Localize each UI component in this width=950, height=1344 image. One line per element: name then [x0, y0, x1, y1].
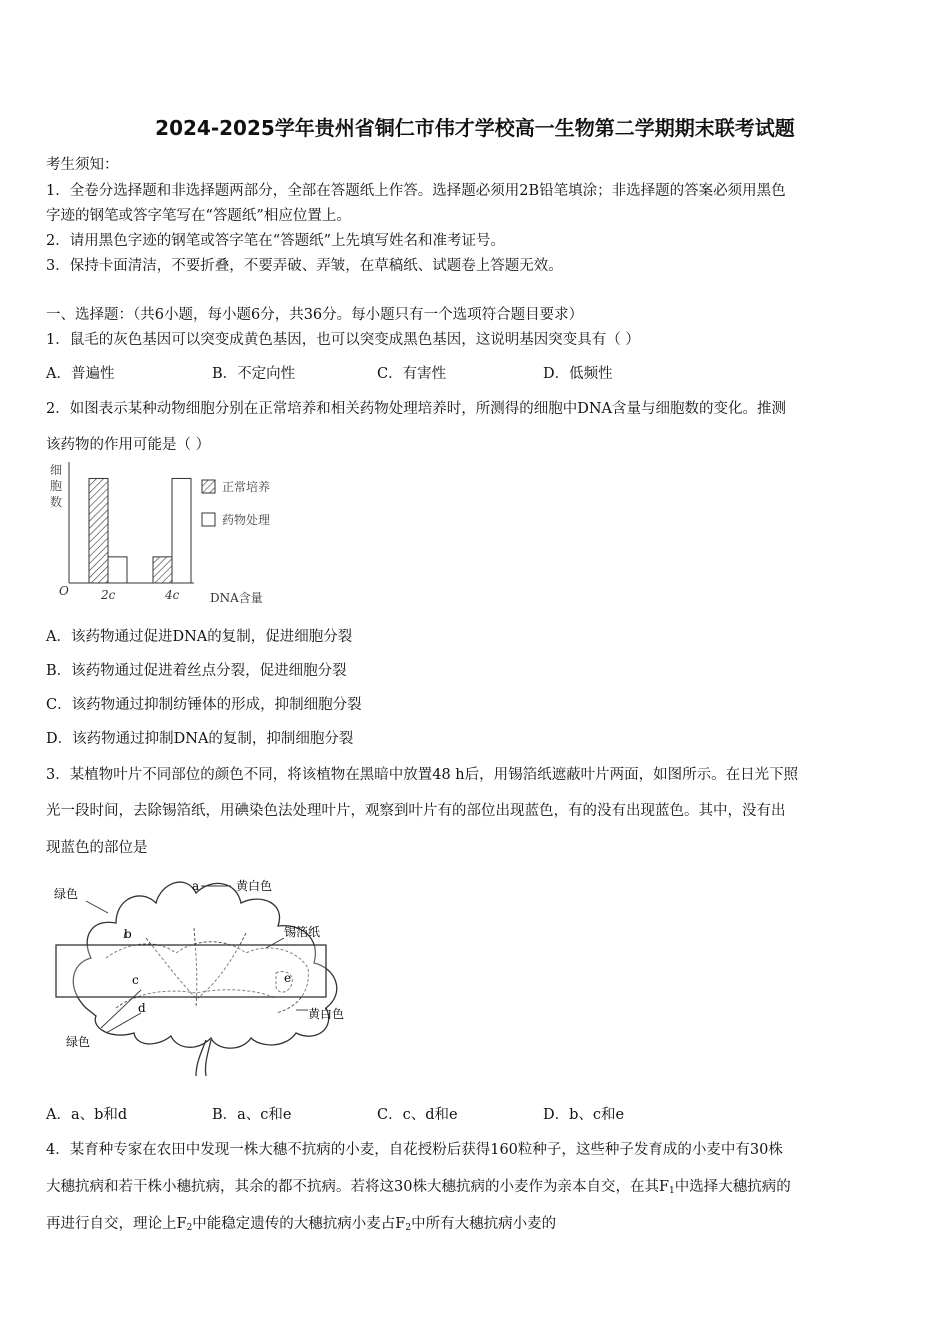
notice-item: 1．全卷分选择题和非选择题两部分，全部在答题纸上作答。选择题必须用2B铅笔填涂；非选择题的答案必须用黑色: [46, 183, 786, 199]
q4-stem-line3: 再进行自交，理论上$F_2$中能稳定遗传的大穗抗病小麦占$F_2$中所有大穗抗病小麦的: [46, 1216, 557, 1233]
label-foil: 锡箔纸: [284, 925, 321, 939]
label-green-top: 绿色: [54, 887, 79, 901]
q1-option-c: C．有害性: [377, 366, 447, 382]
label-e: e: [284, 971, 292, 985]
q3-stem: 3．某植物叶片不同部位的颜色不同，将该植物在黑暗中放置48 h后，用锡箔纸遮蔽叶片两面，如图所示。在日光下照: [46, 767, 799, 783]
dna-cell-count-chart: [46, 458, 296, 610]
label-green-bottom: 绿色: [66, 1035, 91, 1049]
legend-swatch: [202, 513, 215, 526]
chart-ylabel: 细 胞 数: [50, 463, 63, 509]
legend-label: 药物处理: [222, 513, 271, 527]
q2-option-a: A．该药物通过促进DNA的复制，促进细胞分裂: [46, 629, 353, 645]
notice-item: 3．保持卡面清洁，不要折叠，不要弄破、弄皱，在草稿纸、试题卷上答题无效。: [46, 258, 563, 274]
q3-option-b: B．a、c和e: [212, 1107, 292, 1123]
x-tick-label: 2c: [101, 588, 116, 602]
notice-item: 2．请用黑色字迹的钢笔或答字笔在“答题纸”上先填写姓名和准考证号。: [46, 233, 506, 249]
label-b: b: [124, 927, 132, 941]
q3-stem: 现蓝色的部位是: [46, 840, 148, 856]
legend-label: 正常培养: [222, 480, 271, 494]
q3-option-c: C．c、d和e: [377, 1107, 458, 1123]
section-heading: 一、选择题：（共6小题，每小题6分，共36分。每小题只有一个选项符合题目要求）: [46, 307, 584, 323]
q2-option-c: C．该药物通过抑制纺锤体的形成，抑制细胞分裂: [46, 697, 362, 713]
q3-stem: 光一段时间，去除锡箔纸，用碘染色法处理叶片，观察到叶片有的部位出现蓝色，有的没有出现蓝色。其中，没有出: [46, 803, 786, 819]
leaf-figure: [46, 868, 366, 1078]
label-yellow-top: 黄白色: [236, 879, 273, 893]
page-title: 2024-2025学年贵州省铜仁市伟才学校高一生物第二学期期末联考试题: [155, 116, 795, 140]
q1-stem: 1．鼠毛的灰色基因可以突变成黄色基因，也可以突变成黑色基因，这说明基因突变具有（ ）: [46, 332, 640, 348]
q2-stem: 2．如图表示某种动物细胞分别在正常培养和相关药物处理培养时，所测得的细胞中DNA含量与细胞数的变化。推测: [46, 401, 787, 417]
chart-xlabel: DNA含量: [210, 591, 263, 605]
bar-2c-normal: [89, 478, 108, 583]
notice-heading: 考生须知：: [46, 157, 119, 173]
q1-option-a: A．普遍性: [46, 366, 115, 382]
label-a: a: [192, 879, 200, 893]
leaf-stem: [196, 1040, 211, 1076]
legend-swatch: [202, 480, 215, 493]
bar-4c-normal: [153, 557, 172, 583]
q2-option-b: B．该药物通过促进着丝点分裂，促进细胞分裂: [46, 663, 347, 679]
q2-option-d: D．该药物通过抑制DNA的复制，抑制细胞分裂: [46, 731, 354, 747]
label-c: c: [132, 973, 139, 987]
q4-stem-line1: 4．某育种专家在农田中发现一株大穗不抗病的小麦，自花授粉后获得160粒种子，这些种子发育成的小麦中有30株: [46, 1142, 783, 1158]
bar-2c-drug: [108, 557, 127, 583]
q4-stem-line2: 大穗抗病和若干株小穗抗病，其余的都不抗病。若将这30株大穗抗病的小麦作为亲本自交，在其$F_1$中选择大穗抗病的: [46, 1179, 791, 1196]
chart-origin: O: [59, 584, 69, 598]
q2-stem: 该药物的作用可能是（ ）: [46, 437, 211, 453]
bar-4c-drug: [172, 478, 191, 583]
label-yellow-bottom: 黄白色: [308, 1007, 345, 1021]
q3-option-a: A．a、b和d: [46, 1107, 128, 1123]
q3-option-d: D．b、c和e: [543, 1107, 625, 1123]
q1-option-b: B．不定向性: [212, 366, 296, 382]
notice-item: 字迹的钢笔或答字笔写在“答题纸”相应位置上。: [46, 208, 351, 224]
q1-option-d: D．低频性: [543, 366, 613, 382]
label-d: d: [138, 1001, 146, 1015]
x-tick-label: 4c: [165, 588, 180, 602]
